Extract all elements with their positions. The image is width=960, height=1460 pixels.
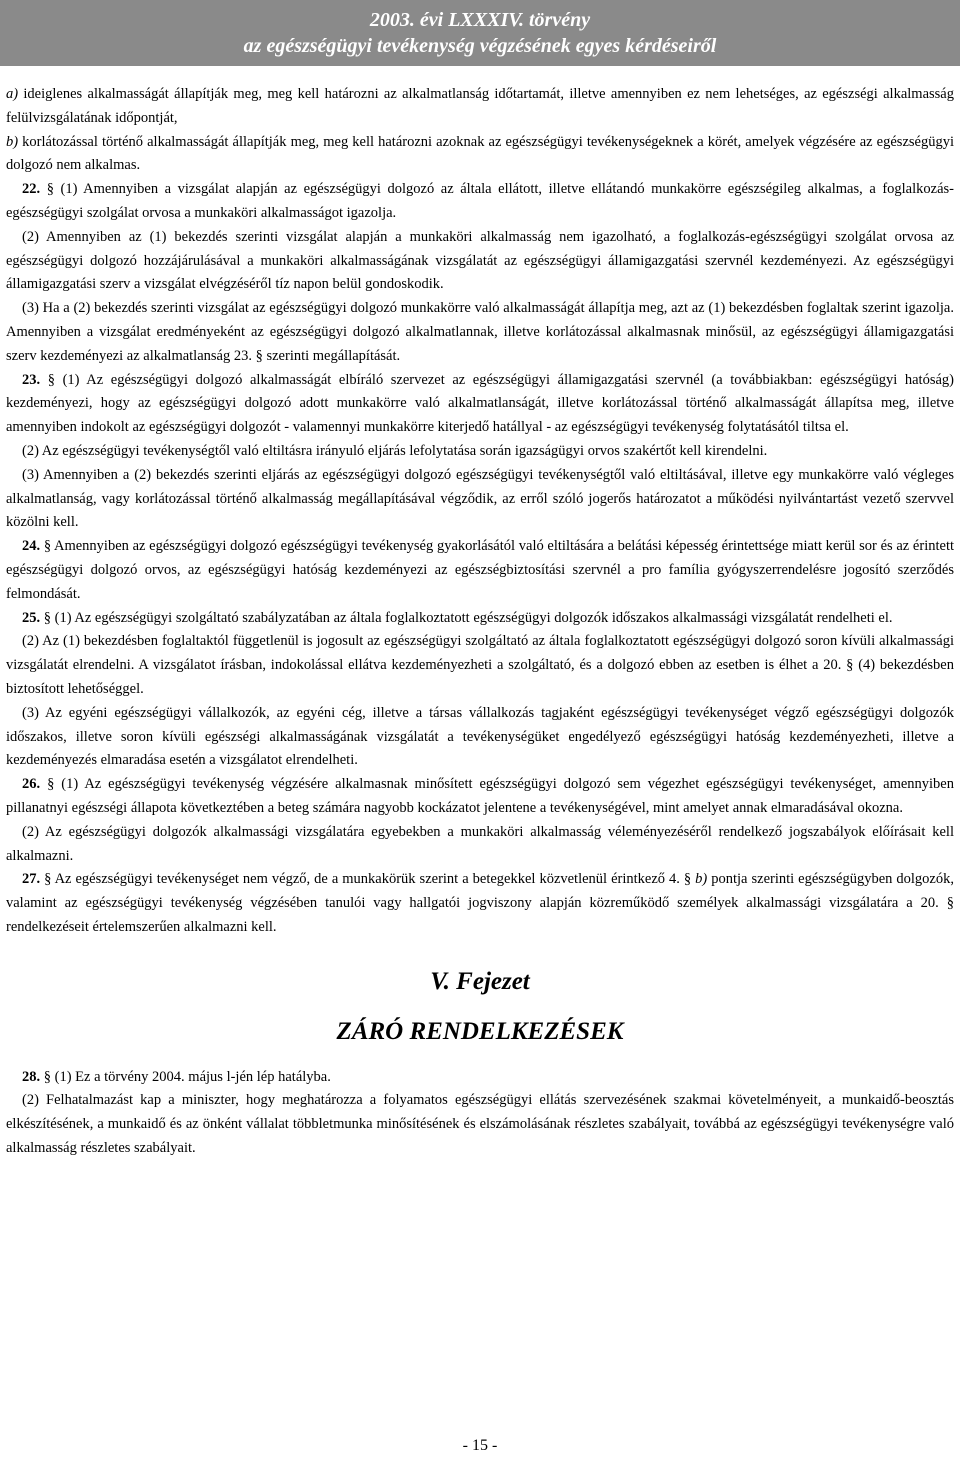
paragraph-b <box>6 131 954 179</box>
point-label-b: b) <box>6 133 19 150</box>
section-text: § (1) Amennyiben a vizsgálat alapján az egészségügyi dolgozó az általa ellátott, illetve ellátandó munkakörre egészségileg alkalmas, a foglalkozás-egészségügyi szolgálat orvosa a munkaköri alkalmasságot igazolja. <box>6 181 954 221</box>
page-number: - 15 - <box>462 1437 498 1454</box>
section-text: pontja szerinti egészségügyben dolgozók, valamint az egészségügyi tevékenység végzésében tanulói vagy hallgatói jogviszony alapján közreműködő személyek alkalmassági vizsgálatára a 20. § rendelkezéseit értelemszerűen alkalmazni kell. <box>6 871 954 935</box>
point-text-b: korlátozással történő alkalmasságát állapítják meg, meg kell határozni azoknak az egészségügyi tevékenységeknek a körét, amelyek végzésére az egészségügyi dolgozó nem alkalmas. <box>6 133 954 174</box>
section-23-2: (2) Az egészségügyi tevékenységtől való eltiltásra irányuló eljárás lefolytatása során igazságügyi orvos szakértőt kell kirendelni. <box>22 442 768 459</box>
section-22-2: (2) Amennyiben az (1) bekezdés szerinti vizsgálat alapján a munkaköri alkalmasság nem igazolható, a foglalkozás-egészségügyi szolgálat orvosa az egészségügyi dolgozó hozzájárulásával a munkaköri alkalmasságának vizsgálatát az egészségügyi államigazgatási szervnél kezdeményezi. Az egészségügyi államigazgatási szerv a vizsgálat elvégzéséről tíz napon belül gondoskodik. <box>6 228 954 293</box>
section-28-2: (2) Felhatalmazást kap a miniszter, hogy meghatározza a folyamatos egészségügyi ellátás szervezésének szakmai követelményeit, a munkaidő-beosztás elkészítésének, a munkaidő és az önként vállalat többletmunka minősítésének és elszámolásának részletes szabályait, továbbá az egészségügyi tevékenységre való alkalmasság részletes szabályait. <box>6 1092 954 1157</box>
chapter-title: ZÁRÓ RENDELKEZÉSEK <box>336 1017 624 1045</box>
section-28-1 <box>6 1066 954 1090</box>
section-27 <box>6 868 954 939</box>
section-number: 28. <box>22 1068 41 1085</box>
section-number: 24. <box>22 538 41 555</box>
section-text: § Az egészségügyi tevékenységet nem végző, de a munkakörük szerint a betegekkel közvetlenül érintkező 4. § <box>40 871 696 888</box>
section-number: 23. <box>22 371 41 388</box>
section-26-2: (2) Az egészségügyi dolgozók alkalmassági vizsgálatára egyebekben a munkaköri alkalmasság véleményezéséről rendelkező jogszabályok előírásait kell alkalmazni. <box>6 823 954 864</box>
point-text-a: ideiglenes alkalmasságát állapítják meg, meg kell határozni az alkalmatlanság időtartamát, illetve amennyiben ez nem lehetséges, az egészségi alkalmasság felülvizsgálatának időpontját, <box>6 86 954 126</box>
section-25-1 <box>6 607 954 631</box>
section-text: § (1) Ez a törvény 2004. május l-jén lép hatályba. <box>40 1068 331 1085</box>
section-number: 25. <box>22 609 41 626</box>
section-number: 26. <box>22 776 41 793</box>
chapter-number: V. Fejezet <box>430 967 530 995</box>
section-25-3: (3) Az egyéni egészségügyi vállalkozók, az egyéni cég, illetve a társas vállalkozás tagjaként egészségügyi tevékenységet végző egészségügyi dolgozók időszakos, illetve soron kívüli egészségi alkalmasságának vizsgálatát a tevékenységüket engedélyező egészségügyi hatóság kezdeményezheti, illetve a kezdeményezés elmaradása esetén a vizsgálatot elrendelheti. <box>6 704 954 769</box>
section-text: § (1) Az egészségügyi dolgozó alkalmasságát elbíráló szervezet az egészségügyi államigazgatási szervnél (a továbbiakban: egészségügyi hatóság) kezdeményezi, hogy az egészségügyi dolgozó adott munkakörre való alkalmatlanságát, illetve korlátozással történő alkalmasságát állapítsa meg, illetve amennyiben indokolt az egészségügyi dolgozót - valamennyi munkakörre kiterjedő hatállyal - az egészségügyi tevékenység folytatásától tiltsa el. <box>6 371 954 436</box>
section-text: § (1) Az egészségügyi szolgáltató szabályzatában az általa foglalkoztatott egészségügyi dolgozók időszakos alkalmassági vizsgálatát rendelheti el. <box>40 609 893 626</box>
section-22-1 <box>6 178 954 226</box>
header-law-title: 2003. évi LXXXIV. törvény <box>369 9 591 31</box>
document-body <box>6 83 954 1161</box>
point-label-a: a) <box>6 86 19 102</box>
section-23-3: (3) Amennyiben a (2) bekezdés szerinti eljárás az egészségügyi dolgozó egészségügyi tevékenységtől való eltiltásával, illetve egy munkakörre való végleges alkalmatlanság, vagy korlátozással történő alkalmasság megállapításával végződik, az erről szóló jogerős határozatot a működési nyilvántartást vezető szervvel közölni kell. <box>6 466 954 531</box>
section-22-3: (3) Ha a (2) bekezdés szerinti vizsgálat az egészségügyi dolgozó munkakörre való alkalmasságát állapítja meg, azt az (1) bekezdésben foglaltak szerint igazolja. Amennyiben a vizsgálat eredményeként az egészségügyi dolgozó alkalmatlannak, illetve korlátozással alkalmasnak minősül, az egészségügyi államigazgatási szerv kezdeményezi az alkalmatlanság 23. § szerinti megállapítását. <box>6 300 954 364</box>
section-number: 27. <box>22 871 41 888</box>
paragraph-a <box>6 83 954 131</box>
header-law-subtitle: az egészségügyi tevékenység végzésének egyes kérdéseiről <box>243 35 717 57</box>
section-25-2: (2) Az (1) bekezdésben foglaltaktól függetlenül is jogosult az egészségügyi szolgáltató az általa foglalkoztatott egészségügyi dolgozó soron kívüli alkalmassági vizsgálatát elrendelni. A vizsgálatot írásban, indokolással ellátva kezdeményezheti a szolgáltató, és a dolgozó ebben az esetben is élhet a 20. § (4) bekezdésben biztosított lehetőséggel. <box>6 633 954 697</box>
section-23-1 <box>6 369 954 440</box>
point-reference: b) <box>695 871 708 888</box>
section-26-1 <box>6 773 954 821</box>
section-text: § (1) Az egészségügyi tevékenység végzésére alkalmasnak minősített egészségügyi dolgozó sem végezhet egészségügyi tevékenységet, amennyiben pillanatnyi egészségi állapota következtében a beteg számára nagyobb kockázatot jelentene a tevékenységével, mint amelyet annak elmaradásával okozna. <box>6 776 954 816</box>
section-text: § Amennyiben az egészségügyi dolgozó egészségügyi tevékenység gyakorlásától való eltiltására a belátási képesség érintettsége miatt kerül sor és az érintett egészségügyi dolgozó orvos, az egészségügyi hatóság kezdeményezi az egészségbiztosítási szervnél a pro família gyógyszerrendelésre jogosító szerződés felmondását. <box>6 538 954 602</box>
document-header <box>0 0 960 66</box>
section-number: 22. <box>22 181 41 198</box>
section-24 <box>6 535 954 606</box>
